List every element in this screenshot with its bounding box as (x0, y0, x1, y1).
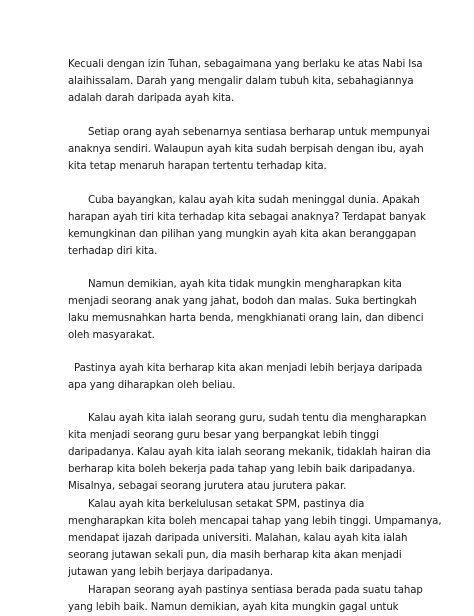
paragraph-6 (68, 410, 431, 495)
text-line: kita menjadi seorang guru besar yang berpangkat lebih tinggi (68, 430, 379, 441)
paragraph-7 (68, 496, 442, 581)
text-line: adalah darah daripada ayah kita. (68, 93, 235, 104)
paragraph-4 (68, 276, 424, 344)
text-line: oleh masyarakat. (68, 330, 155, 341)
paragraph-8 (68, 582, 423, 616)
text-line: Kecuali dengan izin Tuhan, sebagaimana yang berlaku ke atas Nabi Isa (68, 59, 423, 70)
text-line: Harapan seorang ayah pastinya sentiasa berada pada suatu tahap (88, 585, 423, 596)
text-line: daripadanya. Kalau ayah kita ialah seorang mekanik, tidaklah hairan dia (68, 447, 431, 458)
text-line: apa yang diharapkan oleh beliau. (68, 380, 236, 391)
paragraph-1 (68, 56, 423, 107)
text-line: jutawan yang lebih berjaya daripadanya. (68, 567, 274, 578)
text-line: seorang jutawan sekali pun, dia masih berharap kita akan menjadi (68, 550, 402, 561)
text-line: Cuba bayangkan, kalau ayah kita sudah meninggal dunia. Apakah (88, 195, 420, 206)
text-line: anaknya sendiri. Walaupun ayah kita sudah berpisah dengan ibu, ayah (68, 144, 424, 155)
text-line: Namun demikian, ayah kita tidak mungkin mengharapkan kita (88, 279, 402, 290)
text-line: Pastinya ayah kita berharap kita akan menjadi lebih berjaya daripada (74, 363, 423, 374)
text-line: kemungkinan dan pilihan yang mungkin ayah kita akan beranggapan (68, 229, 417, 240)
text-line: terhadap diri kita. (68, 246, 158, 257)
text-line: Kalau ayah kita berkelulusan setakat SPM, pastinya dia (88, 499, 365, 510)
text-line: menjadi seorang anak yang jahat, bodoh dan malas. Suka bertingkah (68, 296, 417, 307)
text-line: mendapat ijazah daripada universiti. Malahan, kalau ayah kita ialah (68, 533, 408, 544)
paragraph-3 (68, 192, 426, 260)
text-line: mengharapkan kita boleh mencapai tahap yang lebih tinggi. Umpamanya, (68, 516, 442, 527)
text-line: kita tetap menaruh harapan tertentu terhadap kita. (68, 161, 327, 172)
paragraph-5 (68, 360, 423, 394)
text-line: yang lebih baik. Namun demikian, ayah kita mungkin gagal untuk (68, 602, 399, 613)
text-line: berharap kita boleh bekerja pada tahap yang lebih baik daripadanya. (68, 464, 416, 475)
text-line: Kalau ayah kita ialah seorang guru, sudah tentu dia mengharapkan (88, 413, 427, 424)
text-line: harapan ayah tiri kita terhadap kita sebagai anaknya? Terdapat banyak (68, 212, 426, 223)
paragraph-2 (68, 124, 430, 175)
text-line: Misalnya, sebagai seorang jurutera atau jurutera pakar. (68, 481, 347, 492)
text-line: laku memusnahkan harta benda, mengkhianati orang lain, dan dibenci (68, 313, 424, 324)
text-line: Setiap orang ayah sebenarnya sentiasa berharap untuk mempunyai (88, 127, 430, 138)
text-line: alaihissalam. Darah yang mengalir dalam tubuh kita, sebahagiannya (68, 76, 414, 87)
